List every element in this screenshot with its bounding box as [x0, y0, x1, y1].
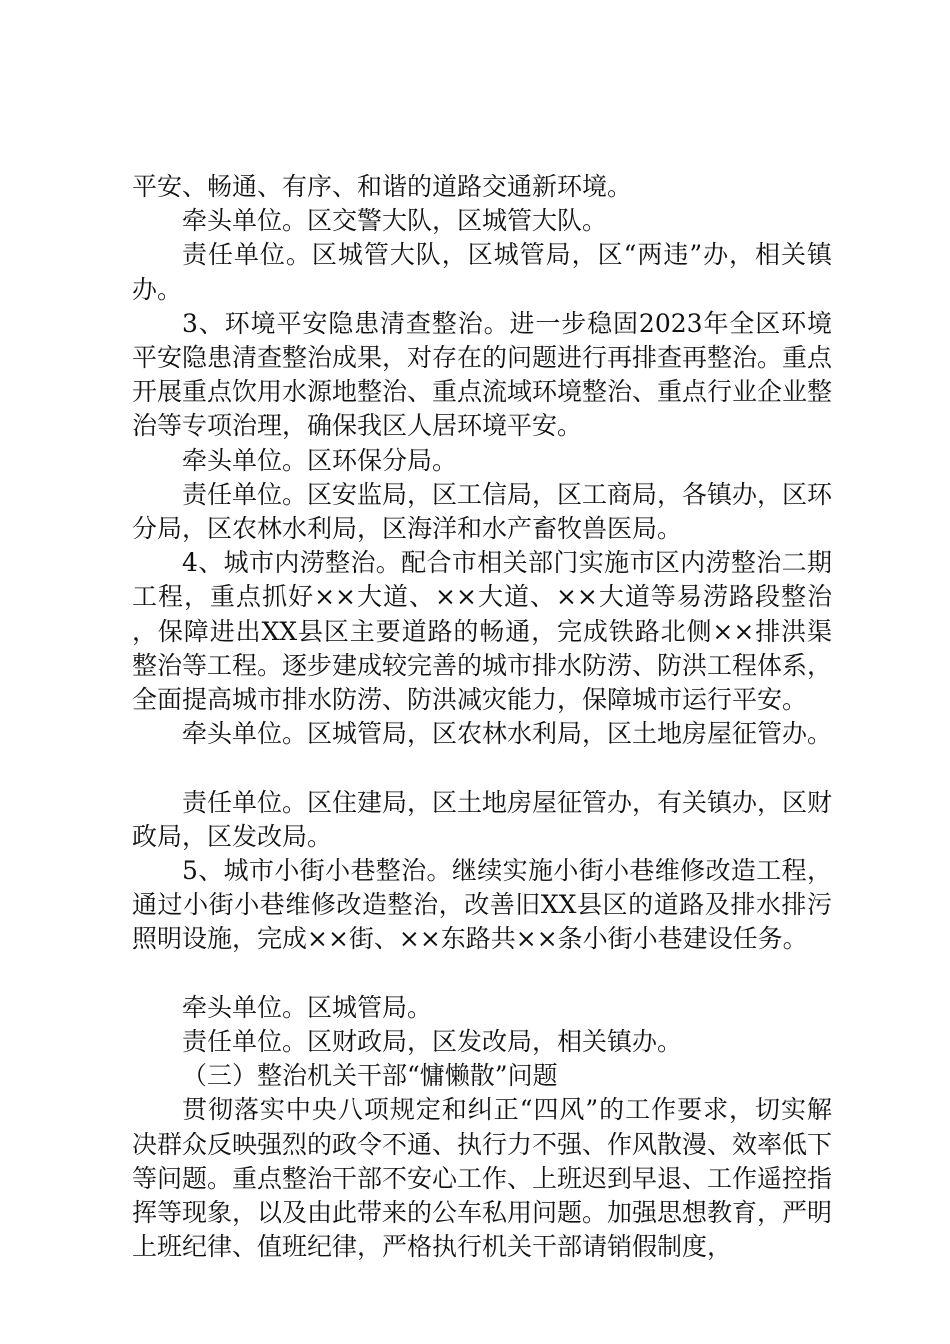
section-heading-3: （三）整治机关干部“慵懒散”问题: [182, 1061, 558, 1091]
document-body: [132, 170, 832, 1264]
responsible-unit-environment: 责任单位。区安监局，区工信局，区工商局，各镇办，区环分局，区农林水利局，区海洋和水产畜牧兽医局。: [132, 479, 833, 544]
paragraph-continuation: 平安、畅通、有序、和谐的道路交通新环境。: [132, 172, 633, 201]
item-4-waterlogging: 4、城市内涝整治。配合市相关部门实施市区内涝整治二期工程，重点抓好××大道、××大道、××大道等易涝路段整治，保障进出XX县区主要道路的畅通，完成铁路北侧××排洪渠整治等工程。逐步建成较完善的城市排水防涝、防洪工程体系，全面提高城市排水防涝、防洪减灾能力，保障城市运行平安。: [132, 548, 833, 715]
item-5-alleys: 5、城市小街小巷整治。继续实施小街小巷维修改造工程，通过小街小巷维修改造整治，改善旧XX县区的道路及排水排污照明设施，完成××街、××东路共××条小街小巷建设任务。: [132, 856, 832, 954]
lead-unit-traffic: 牵头单位。区交警大队，区城管大队。: [182, 206, 608, 236]
item-3-environment-safety: 3、环境平安隐患清查整治。进一步稳固2023年全区环境平安隐患清查整治成果，对存在的问题进行再排查再整治。重点开展重点饮用水源地整治、重点流域环境整治、重点行业企业整治等专项治理，确保我区人居环境平安。: [132, 308, 833, 441]
responsible-unit-alleys: 责任单位。区财政局，区发改局，相关镇办。: [182, 1027, 683, 1057]
lead-unit-alleys: 牵头单位。区城管局。: [182, 992, 433, 1022]
responsible-unit-traffic: 责任单位。区城管大队，区城管局，区“两违”办，相关镇办。: [132, 240, 832, 304]
lead-unit-environment: 牵头单位。区环保分局。: [182, 445, 458, 475]
paragraph-cadre-rectification: 贯彻落实中央八项规定和纠正“四风”的工作要求，切实解决群众反映强烈的政令不通、执行力不强、作风散漫、效率低下等问题。重点整治干部不安心工作、上班迟到早退、工作遥控指挥等现象，以及由此带来的公车私用问题。加强思想教育，严明上班纪律、值班纪律，严格执行机关干部请销假制度，: [132, 1095, 833, 1262]
lead-unit-waterlogging: 牵头单位。区城管局，区农林水利局，区土地房屋征管办。: [182, 719, 833, 749]
responsible-unit-waterlogging: 责任单位。区住建局，区土地房屋征管办，有关镇办，区财政局，区发改局。: [132, 787, 833, 851]
